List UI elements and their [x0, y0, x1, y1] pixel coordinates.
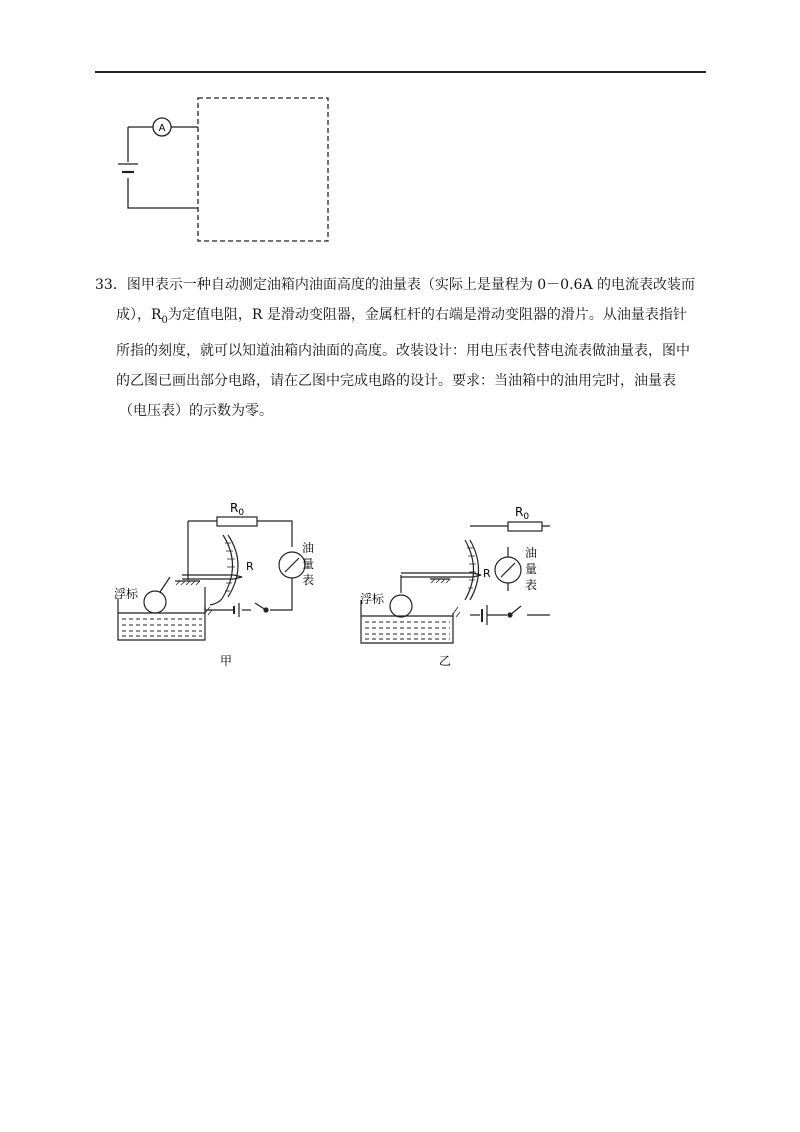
svg-text:油: 油 [302, 541, 315, 555]
float-label: 浮标 [114, 587, 139, 601]
header-rule [95, 71, 706, 73]
svg-text:表: 表 [525, 578, 538, 592]
question-line-2: 成），$R_0$为定值电阻，R 是滑动变阻器，金属杠杆的右端是滑动变阻器的滑片。从油量表指针 [116, 307, 687, 326]
figure-jia-diagram [110, 495, 330, 675]
question-line-5: （电压表）的示数为零。 [119, 402, 273, 419]
float-circle [390, 595, 412, 617]
svg-text:R0: $R_0$ [230, 501, 245, 518]
wire-left [128, 127, 198, 208]
question-line-3: 所指的刻度，就可以知道油箱内油面的高度。改装设计：用电压表代替电流表做油量表，图中 [116, 342, 690, 359]
svg-text:油: 油 [525, 546, 538, 560]
lever-arm [401, 573, 473, 577]
ammeter-label: A [158, 123, 166, 134]
oil-tank [361, 600, 453, 643]
caption-yi: 乙 [439, 654, 452, 668]
float-circle [144, 591, 166, 613]
lever-arm [182, 575, 234, 579]
caption-jia: 甲 [220, 654, 233, 668]
svg-text:R: R [246, 560, 254, 573]
r0-resistor [508, 522, 542, 531]
slide-resistor-r [465, 540, 474, 600]
svg-text:R: R [483, 567, 491, 580]
question-line-1: 33．图甲表示一种自动测定油箱内油面高度的油量表（实际上是量程为 0－0.6A 的电流表改装而 [95, 277, 696, 293]
dashed-box [198, 98, 328, 241]
float-label: 浮标 [360, 592, 385, 606]
svg-text:R0: $R_0$ [515, 505, 530, 522]
slide-resistor-r [223, 535, 233, 597]
svg-text:量: 量 [525, 562, 538, 576]
svg-text:量: 量 [302, 557, 315, 571]
r0-resistor [217, 517, 257, 526]
top-circuit-diagram [110, 90, 340, 250]
question-line-4: 的乙图已画出部分电路，请在乙图中完成电路的设计。要求：当油箱中的油用完时，油量表 [116, 372, 676, 389]
question-33 [95, 270, 707, 426]
svg-text:表: 表 [302, 573, 315, 587]
figure-yi-diagram [355, 495, 560, 675]
